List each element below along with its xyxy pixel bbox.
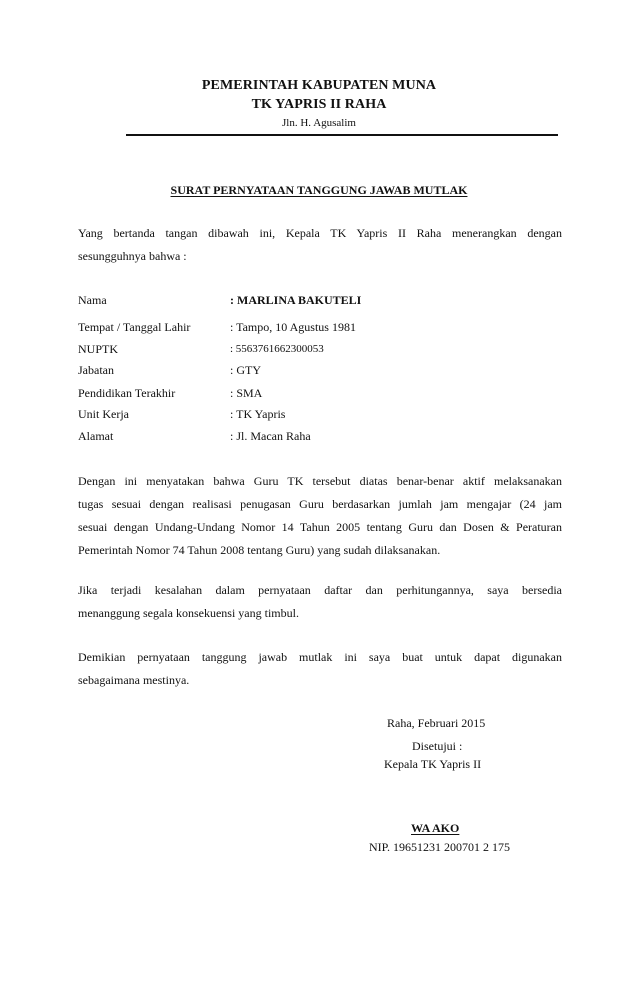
place-date: Raha, Februari 2015 — [387, 716, 486, 730]
field-value-alamat: : Jl. Macan Raha — [230, 429, 311, 443]
field-value-jabatan: : GTY — [230, 363, 261, 377]
paragraph-line: sesuai dengan Undang-Undang Nomor 14 Tahun 2005 tentang Guru dan Dosen & Peraturan — [78, 520, 562, 534]
paragraph-line: sebagaimana mestinya. — [78, 673, 190, 687]
signatory-name: WA AKO — [411, 821, 460, 835]
government-title: PEMERINTAH KABUPATEN MUNA — [201, 78, 437, 93]
field-label-jabatan: Jabatan — [78, 363, 114, 377]
paragraph-line: Dengan ini menyatakan bahwa Guru TK tersebut diatas benar-benar aktif melaksanakan — [78, 474, 562, 488]
paragraph-line: Demikian pernyataan tanggung jawab mutlak ini saya buat untuk dapat digunakan — [78, 650, 562, 664]
school-address: Jln. H. Agusalim — [282, 117, 356, 129]
intro-line-2: sesungguhnya bahwa : — [78, 249, 187, 263]
paragraph-line: Pemerintah Nomor 74 Tahun 2008 tentang Guru) yang sudah dilaksanakan. — [78, 543, 441, 557]
document-title: SURAT PERNYATAAN TANGGUNG JAWAB MUTLAK — [170, 183, 468, 197]
paragraph-line: menanggung segala konsekuensi yang timbul. — [78, 606, 299, 620]
field-label-pendidikan: Pendidikan Terakhir — [78, 386, 176, 400]
field-label-nuptk: NUPTK — [78, 342, 119, 356]
header-divider — [126, 134, 558, 136]
paragraph-line: tugas sesuai dengan realisasi penugasan Guru berdasarkan jumlah jam mengajar (24 jam — [78, 497, 562, 511]
signatory-nip: NIP. 19651231 200701 2 175 — [369, 840, 511, 854]
intro-line-1: Yang bertanda tangan dibawah ini, Kepala TK Yapris II Raha menerangkan dengan — [78, 226, 562, 240]
approval-label: Disetujui : — [412, 739, 463, 753]
school-name: TK YAPRIS II RAHA — [251, 97, 387, 112]
field-label-unit-kerja: Unit Kerja — [78, 407, 129, 421]
field-label-nama: Nama — [78, 293, 107, 307]
signatory-position: Kepala TK Yapris II — [384, 757, 482, 771]
field-value-unit-kerja: : TK Yapris — [230, 407, 286, 421]
paragraph-line: Jika terjadi kesalahan dalam pernyataan daftar dan perhitungannya, saya bersedia — [78, 583, 562, 597]
field-label-ttl: Tempat / Tanggal Lahir — [78, 320, 191, 334]
field-value-nuptk: : 5563761662300053 — [230, 343, 324, 355]
field-value-pendidikan: : SMA — [230, 386, 263, 400]
field-value-nama: : MARLINA BAKUTELI — [230, 293, 362, 307]
field-value-ttl: : Tampo, 10 Agustus 1981 — [230, 320, 356, 334]
field-label-alamat: Alamat — [78, 429, 114, 443]
